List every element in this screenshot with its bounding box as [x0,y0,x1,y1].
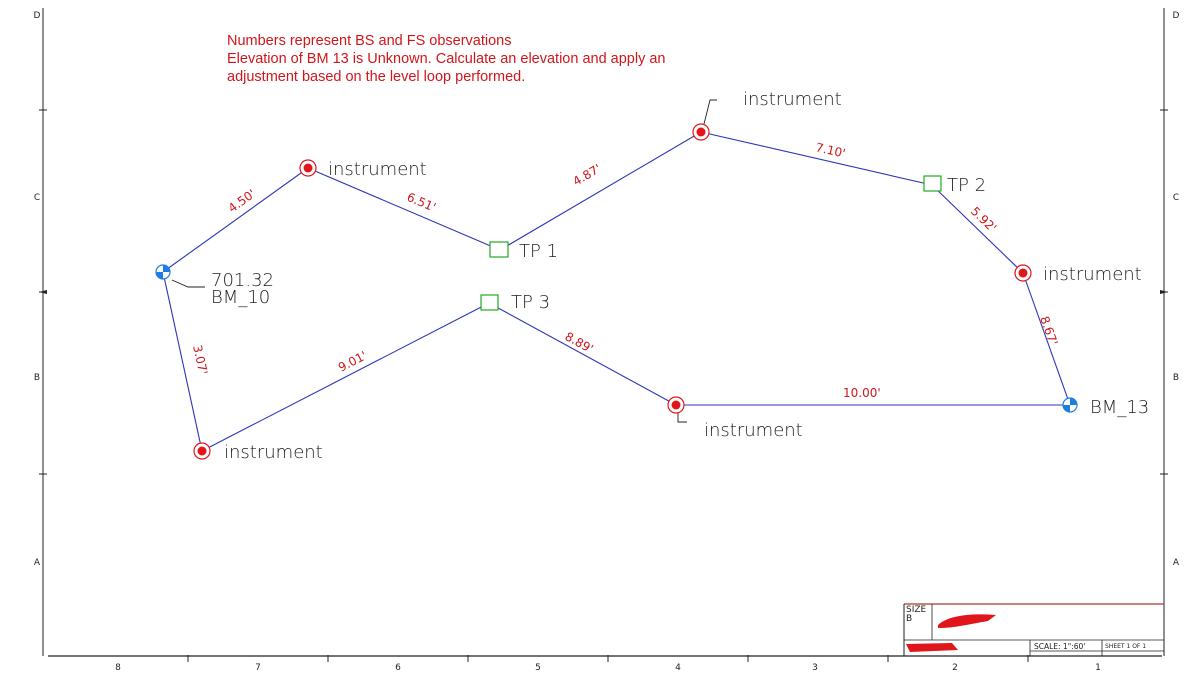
bm10-leader-line [172,280,205,287]
row-letter-left-d: D [33,11,41,21]
size-value: B [906,614,913,624]
note-line-1: Numbers represent BS and FS observations [227,33,512,49]
turning-point-tp2-label: TP 2 [947,175,987,196]
turning-point-tp1-marker [490,242,508,257]
observation-fs-tp1: 6.51' [404,189,438,215]
column-number-7: 7 [255,663,261,673]
instrument-symbol [693,124,709,140]
observation-fs-bm13: 8.67' [1037,314,1061,348]
benchmark-bm13-label: BM_13 [1090,397,1150,418]
drawing-border [39,8,1168,662]
turning-point-tp1-label: TP 1 [519,241,559,262]
note-line-3: adjustment based on the level loop performed. [227,69,526,85]
instrument-symbol [194,443,210,459]
observation-bs-bm10: 4.50' [225,186,259,216]
observation-bs-tp3: 9.01' [335,348,370,375]
observation-fs-bm10: 3.07' [190,343,211,376]
note-line-2: Elevation of BM 13 is Unknown. Calculate an elevation and apply an [227,51,666,67]
redaction-mark [906,643,958,652]
instrument-label: instrument [1043,264,1142,285]
benchmark-bm10-symbol [156,265,170,279]
row-letter-right-a: A [1172,558,1180,568]
traverse-segment [500,132,701,250]
turning-point-tp3-marker [481,295,498,310]
instrument-label: instrument [328,159,427,180]
column-number-6: 6 [395,663,401,673]
row-letter-left-b: B [33,373,41,383]
traverse-segment [202,303,489,451]
column-number-8: 8 [115,663,121,673]
column-number-1: 1 [1095,663,1101,673]
row-letter-left-a: A [33,558,41,568]
instrument-symbol [668,397,684,413]
turning-point-tp3-label: TP 3 [511,292,551,313]
sheet-label: SHEET 1 OF 1 [1105,643,1147,650]
observation-fs-tp3: 8.89' [562,329,596,357]
traverse-segment [163,168,308,272]
traverse-segment [489,303,676,405]
redaction-mark [938,614,996,628]
row-letter-right-c: C [1172,193,1180,203]
column-number-4: 4 [675,663,681,673]
size-label: SIZE [906,605,927,615]
instrument-label: instrument [224,442,323,463]
instrument-leader-line [704,100,717,124]
column-number-5: 5 [535,663,541,673]
column-number-3: 3 [812,663,818,673]
column-number-2: 2 [952,663,958,673]
benchmark-bm13-symbol [1063,398,1077,412]
row-letter-right-b: B [1172,373,1180,383]
instrument-symbol [1015,265,1031,281]
traverse-segment [932,185,1023,273]
traverse-segment [701,132,932,185]
instrument-symbol [300,160,316,176]
observation-bs-bm13: 10.00' [843,386,881,400]
traverse-segment [308,168,500,250]
instrument-leader-line [678,413,687,422]
scale-label: SCALE: 1":60' [1034,642,1086,651]
instrument-label: instrument [704,420,803,441]
turning-point-tp2-marker [924,176,941,191]
benchmark-bm10-label: BM_10 [211,287,271,308]
observation-fs-tp2: 7.10' [814,140,847,161]
observation-bs-tp2: 5.92' [967,204,1000,236]
observation-bs-tp1: 4.87' [570,161,604,189]
title-block [904,604,1164,656]
instrument-label: instrument [743,89,842,110]
benchmark-bm10-elevation: 701.32 [211,270,274,291]
row-letter-right-d: D [1172,11,1180,21]
row-letter-left-c: C [33,193,41,203]
